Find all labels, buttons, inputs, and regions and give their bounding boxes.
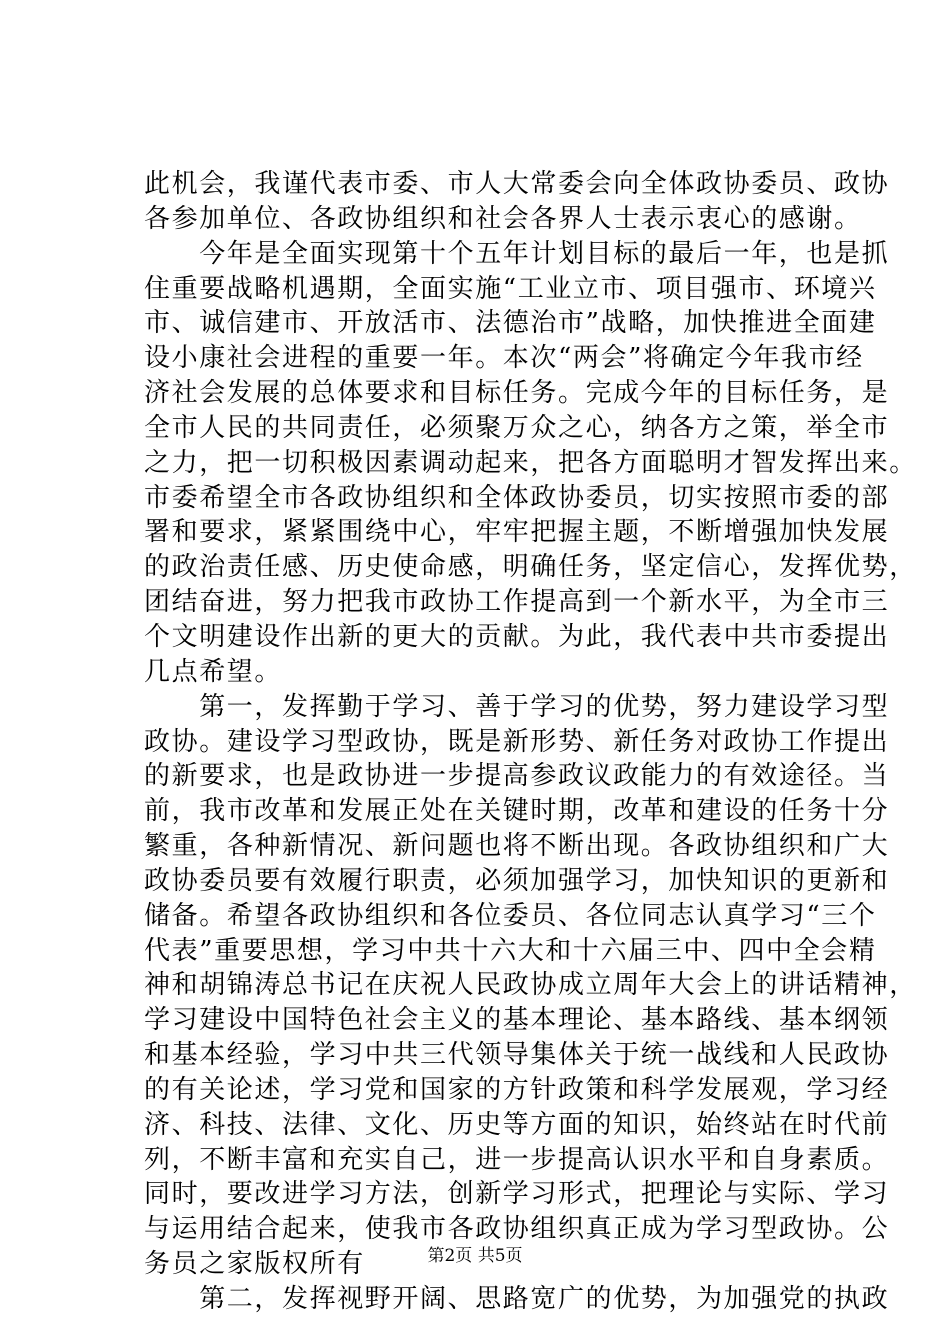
text-line: 住重要战略机遇期，全面实施“工业立市、项目强市、环境兴 [144,273,877,304]
text-line: 学习建设中国特色社会主义的基本理论、基本路线、基本纲领 [144,1005,890,1036]
text-line: 署和要求，紧紧围绕中心，牢牢把握主题，不断增强加快发展 [144,517,890,548]
text-line: 第二，发挥视野开阔、思路宽广的优势，为加强党的执政 [144,1284,890,1314]
page-footer [0,1244,950,1268]
text-line: 团结奋进，努力把我市政协工作提高到一个新水平，为全市三 [144,587,890,618]
text-line: 同时，要改进学习方法，创新学习形式，把理论与实际、学习 [144,1179,890,1210]
text-line: 济社会发展的总体要求和目标任务。完成今年的目标任务，是 [144,378,890,409]
text-line: 与运用结合起来，使我市各政协组织真正成为学习型政协。公 [144,1214,890,1245]
text-line: 的政治责任感、历史使命感，明确任务，坚定信心，发挥优势， [144,552,917,583]
text-line: 之力，把一切积极因素调动起来，把各方面聪明才智发挥出来。 [144,447,917,478]
text-line: 务员之家版权所有 [144,1249,365,1280]
body-text [144,167,917,1317]
text-line: 政协。建设学习型政协，既是新形势、新任务对政协工作提出 [144,726,890,757]
text-line: 市、诚信建市、开放活市、法德治市”战略，加快推进全面建 [144,308,877,339]
page-number-label: 第2页 共5页 [427,1246,523,1266]
text-line: 的有关论述，学习党和国家的方针政策和科学发展观，学习经 [144,1074,890,1105]
text-line: 繁重，各种新情况、新问题也将不断出现。各政协组织和广大 [144,831,890,862]
text-line: 设小康社会进程的重要一年。本次“两会”将确定今年我市经 [144,343,864,374]
text-line: 政协委员要有效履行职责，必须加强学习，加快知识的更新和 [144,865,890,896]
text-line: 此机会，我谨代表市委、市人大常委会向全体政协委员、政协 [144,169,890,199]
text-line: 市委希望全市各政协组织和全体政协委员，切实按照市委的部 [144,482,890,513]
text-line: 储备。希望各政协组织和各位委员、各位同志认真学习“三个 [144,900,877,931]
text-line: 第一，发挥勤于学习、善于学习的优势，努力建设学习型 [144,691,890,722]
text-line: 和基本经验，学习中共三代领导集体关于统一战线和人民政协 [144,1040,890,1071]
text-line: 列，不断丰富和充实自己，进一步提高认识水平和自身素质。 [144,1144,890,1175]
text-line: 全市人民的共同责任，必须聚万众之心，纳各方之策，举全市 [144,412,890,443]
text-line: 代表”重要思想，学习中共十六大和十六届三中、四中全会精 [144,935,877,966]
text-line: 前，我市改革和发展正处在关键时期，改革和建设的任务十分 [144,796,890,827]
text-line: 的新要求，也是政协进一步提高参政议政能力的有效途径。当 [144,761,890,792]
text-line: 几点希望。 [144,656,283,687]
text-line: 神和胡锦涛总书记在庆祝人民政协成立周年大会上的讲话精神， [144,970,917,1001]
text-line: 个文明建设作出新的更大的贡献。为此，我代表中共市委提出 [144,621,890,652]
text-line: 各参加单位、各政协组织和社会各界人士表示衷心的感谢。 [144,203,862,234]
text-line: 今年是全面实现第十个五年计划目标的最后一年，也是抓 [144,238,890,269]
text-line: 济、科技、法律、文化、历史等方面的知识，始终站在时代前 [144,1109,890,1140]
